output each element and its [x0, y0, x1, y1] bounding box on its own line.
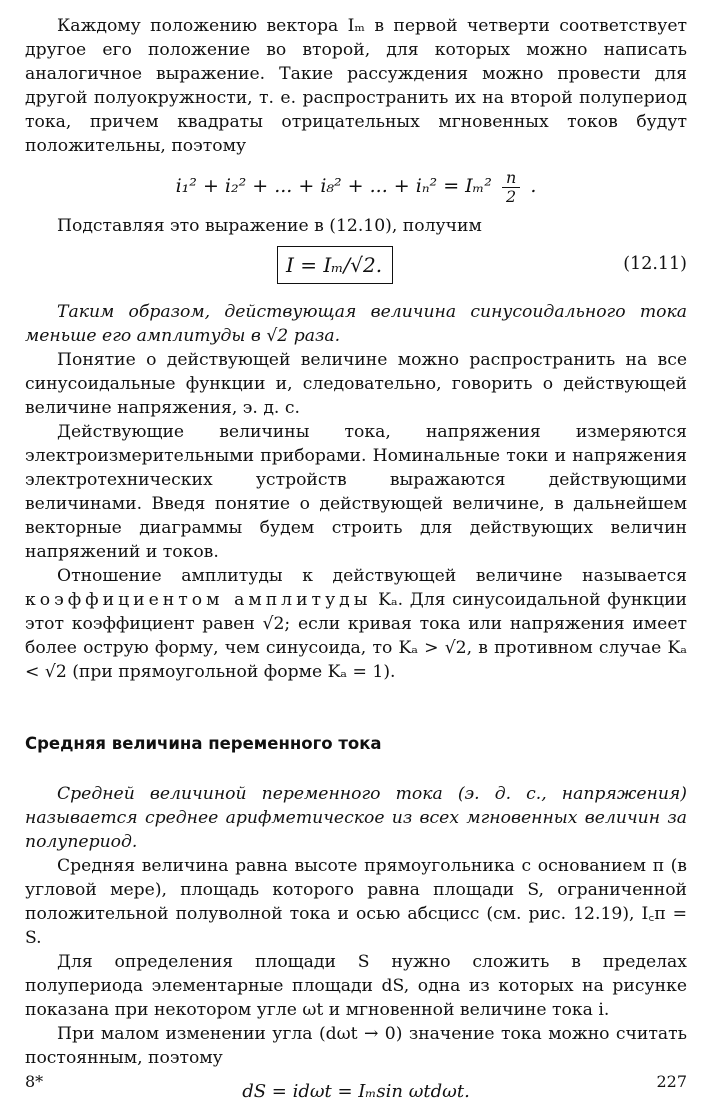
- paragraph-4: Понятие о действующей величине можно распространить на все синусоидальные функции и, следовательно, говорить о действующей величине напряжения, э. д. с.: [25, 350, 687, 418]
- paragraph-5: Действующие величины тока, напряжения измеряются электроизмерительными приборами. Номинальные токи и напряжения электротехнических устройств выражаются действующими величинами. Введя понятие о действующей величине, в дальнейшем векторные диаграммы будем строить для действующих величин напряжений и токов.: [25, 422, 687, 562]
- formula-fraction: [502, 169, 520, 206]
- formula-sum-of-squares: [25, 166, 687, 206]
- fraction-numerator: n: [502, 169, 520, 188]
- term-amplitude-factor: коэффициентом амплитуды: [25, 590, 372, 610]
- boxed-formula-rms: I = Iₘ/√2.: [277, 246, 393, 284]
- paragraph-6: [25, 564, 687, 684]
- paragraph-1: Каждому положению вектора Iₘ в первой четверти соответствует другое его положение во второй, для которых можно написать аналогичное выражение. Такие рассуждения можно провести для другой полуокружности, т. е. распространить их на второй полупериод тока, причем квадраты отрицательных мгновенных токов будут положительны, поэтому: [25, 16, 687, 156]
- formula-sum-end: .: [530, 175, 537, 197]
- paragraph-9: Для определения площади S нужно сложить в пределах полупериода элементарные площади dS, одна из которых на рисунке показана при некотором угле ωt и мгновенной величине тока i.: [25, 952, 687, 1020]
- formula-sum-left: i₁² + i₂² + ... + i₈² + ... + iₙ² = Iₘ²: [175, 175, 492, 197]
- paragraph-6-end: Kₐ. Для синусоидальной функции этот коэффициент равен √2; если кривая тока или напряжения имеет более острую форму, чем синусоида, то Kₐ > √2, в противном случае Kₐ < √2 (при прямоугольной форме Kₐ = 1).: [25, 590, 688, 682]
- paragraph-8: Средняя величина равна высоте прямоугольника с основанием π (в угловой мере), площадь которого равна площади S, ограниченной положительной полуволной тока и осью абсцисс (см. рис. 12.19), I꜀π = S.: [25, 856, 687, 948]
- paragraph-7-italic: Средней величиной переменного тока (э. д. с., напряжения) называется среднее арифметическое из всех мгновенных величин за полупериод.: [25, 784, 687, 852]
- boxed-formula-row: [25, 246, 687, 290]
- paragraph-3-italic: Таким образом, действующая величина синусоидального тока меньше его амплитуды в √2 раза.: [25, 302, 687, 346]
- paragraph-6-start: Отношение амплитуды к действующей величине называется: [57, 566, 687, 586]
- fraction-denominator: 2: [506, 186, 517, 206]
- equation-number: (12.11): [623, 254, 687, 274]
- formula-ds: dS = idωt = Iₘsin ωtdωt.: [242, 1081, 470, 1102]
- page-body: [25, 14, 687, 1106]
- page-number: 227: [656, 1072, 687, 1091]
- paragraph-10: При малом изменении угла (dωt → 0) значение тока можно считать постоянным, поэтому: [25, 1024, 687, 1068]
- sheet-signature: 8*: [25, 1072, 44, 1091]
- section-heading: Средняя величина переменного тока: [25, 734, 382, 753]
- paragraph-2: Подставляя это выражение в (12.10), получим: [57, 216, 482, 236]
